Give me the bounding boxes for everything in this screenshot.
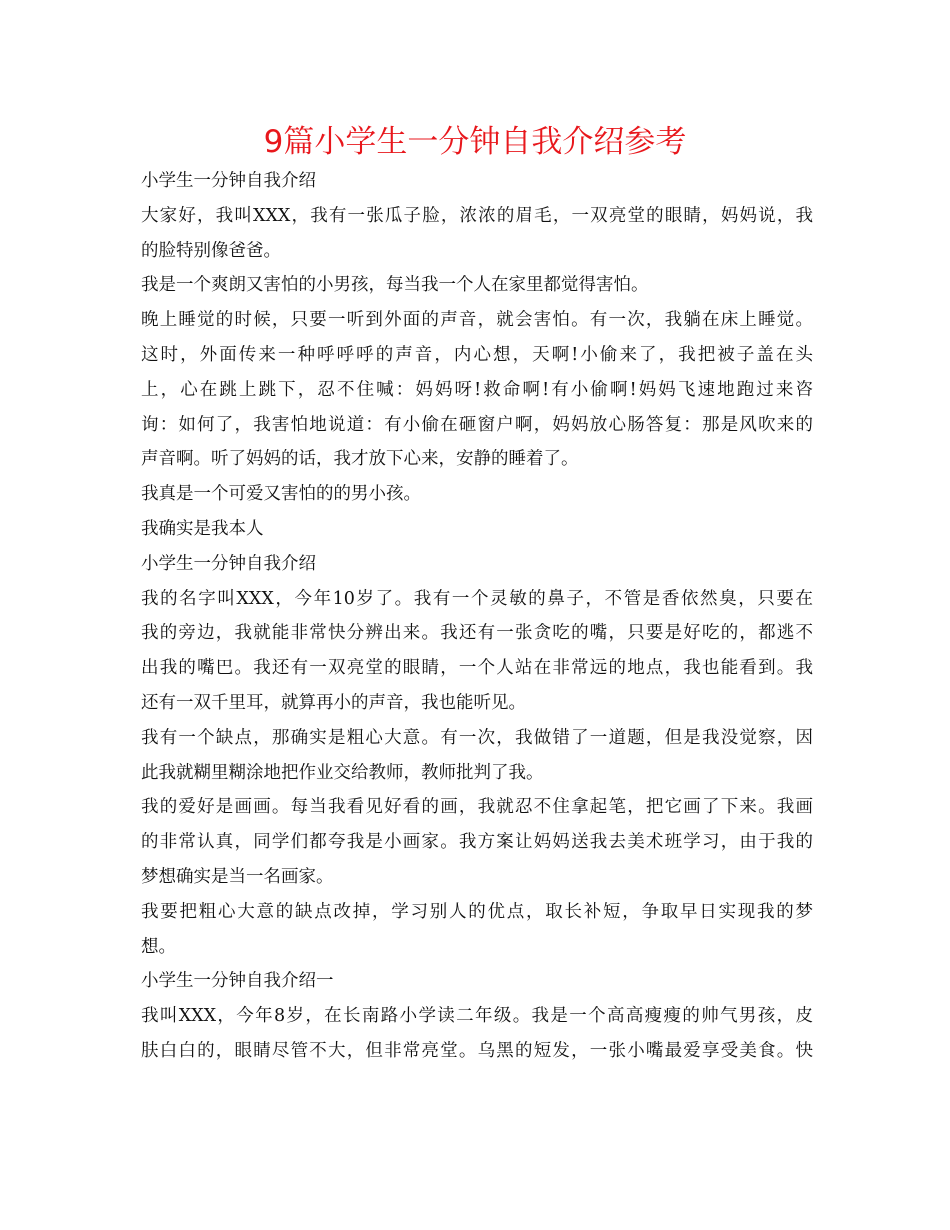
text-line: 的非常认真，同学们都夸我是小画家。我方案让妈妈送我去美术班学习，由于我的 bbox=[141, 832, 813, 853]
text-line: 大家好，我叫XXX，我有一张瓜子脸，浓浓的眉毛，一双亮堂的眼睛，妈妈说，我 bbox=[141, 205, 813, 226]
text-line: 我是一个爽朗又害怕的小男孩，每当我一个人在家里都觉得害怕。 bbox=[141, 275, 649, 296]
text-line: 我的旁边，我就能非常快分辨出来。我还有一张贪吃的嘴，只要是好吃的，都逃不 bbox=[141, 623, 813, 644]
text-line: 想。 bbox=[141, 936, 176, 957]
document-body bbox=[141, 164, 813, 1069]
text-line: 上，心在跳上跳下，忍不住喊：妈妈呀!救命啊!有小偷啊!妈妈飞速地跑过来咨 bbox=[141, 379, 813, 400]
text-line: 出我的嘴巴。我还有一双亮堂的眼睛，一个人站在非常远的地点，我也能看到。我 bbox=[141, 658, 813, 679]
text-line: 我真是一个可爱又害怕的的男小孩。 bbox=[141, 484, 421, 505]
text-line: 还有一双千里耳，就算再小的声音，我也能听见。 bbox=[141, 692, 526, 713]
text-line: 梦想确实是当一名画家。 bbox=[141, 866, 334, 887]
document-title: 9篇小学生一分钟自我介绍参考 bbox=[263, 124, 687, 160]
text-line: 这时，外面传来一种呼呼呼的声音，内心想，天啊!小偷来了，我把被子盖在头 bbox=[141, 344, 813, 365]
text-line: 的脸特别像爸爸。 bbox=[141, 240, 281, 261]
text-line: 小学生一分钟自我介绍 bbox=[141, 171, 316, 191]
text-line: 此我就糊里糊涂地把作业交给教师，教师批判了我。 bbox=[141, 762, 544, 783]
text-line: 晚上睡觉的时候，只要一听到外面的声音，就会害怕。有一次，我躺在床上睡觉。 bbox=[141, 310, 813, 331]
text-line: 声音啊。听了妈妈的话，我才放下心来，安静的睡着了。 bbox=[141, 449, 579, 470]
text-line: 询：如何了，我害怕地说道：有小偷在砸窗户啊，妈妈放心肠答复：那是风吹来的 bbox=[141, 414, 813, 435]
text-line: 我的爱好是画画。每当我看见好看的画，我就忍不住拿起笔，把它画了下来。我画 bbox=[141, 797, 813, 818]
text-line: 我要把粗心大意的缺点改掉，学习别人的优点，取长补短，争取早日实现我的梦 bbox=[141, 901, 813, 922]
text-line: 我有一个缺点，那确实是粗心大意。有一次，我做错了一道题，但是我没觉察，因 bbox=[141, 727, 813, 748]
text-line: 我确实是我本人 bbox=[141, 518, 264, 539]
text-line: 肤白白的，眼睛尽管不大，但非常亮堂。乌黑的短发，一张小嘴最爱享受美食。快 bbox=[141, 1040, 813, 1061]
text-line: 小学生一分钟自我介绍 bbox=[141, 553, 316, 574]
text-line: 小学生一分钟自我介绍一 bbox=[141, 971, 334, 992]
text-line: 我的名字叫XXX，今年10岁了。我有一个灵敏的鼻子，不管是香依然臭，只要在 bbox=[141, 588, 813, 609]
text-line: 我叫XXX，今年8岁，在长南路小学读二年级。我是一个高高瘦瘦的帅气男孩，皮 bbox=[141, 1006, 813, 1027]
